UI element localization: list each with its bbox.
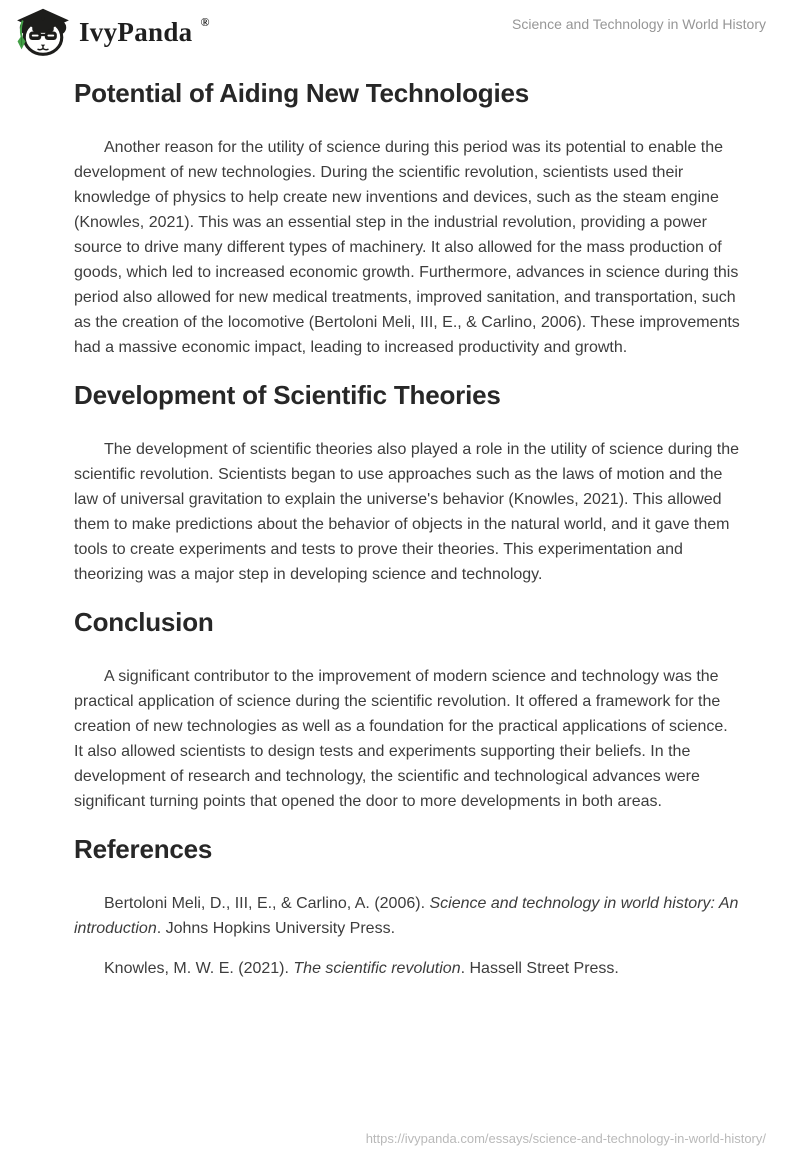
- section-heading-potential: Potential of Aiding New Technologies: [74, 78, 530, 108]
- panda-graduate-icon: [14, 7, 72, 57]
- essay-content: [0, 78, 800, 981]
- page-footer: [366, 1130, 766, 1148]
- reference-publisher: . Johns Hopkins University Press.: [156, 920, 396, 937]
- source-url: https://ivypanda.com/essays/science-and-technology-in-world-history/: [365, 1131, 766, 1146]
- document-title: Science and Technology in World History: [512, 16, 766, 32]
- brand-wordmark: IvyPanda: [79, 16, 193, 47]
- registered-trademark: ®: [200, 14, 210, 29]
- section-heading-theories: Development of Scientific Theories: [74, 380, 501, 410]
- section-heading-conclusion: Conclusion: [74, 607, 214, 637]
- paragraph-conclusion: A significant contributor to the improvement of modern science and technology was the practical application of science during the scientific revolution. It offered a framework for the creation of new technologies as well as a foundation for the practical applications of science. It also allowed scientists to design tests and experiments supporting their beliefs. In the development of research and technology, the scientific and technological advances were significant turning points that opened the door to more developments in both areas.: [74, 668, 728, 810]
- paragraph-theories: The development of scientific theories also played a role in the utility of science during the scientific revolution. Scientists began to use approaches such as the laws of motion and the law of universal gravitation to explain the universe's behavior (Knowles, 2021). This allowed them to make predictions about the behavior of objects in the natural world, and it gave them tools to create experiments and tests to prove their theories. This experimentation and theorizing was a major step in developing science and technology.: [74, 441, 740, 583]
- page-header: [0, 0, 800, 58]
- reference-title: Science and technology in world history: An introduction: [74, 895, 739, 937]
- reference-authors: Knowles, M. W. E. (2021).: [104, 960, 294, 977]
- ivypanda-brand[interactable]: [14, 7, 208, 57]
- reference-publisher: . Hassell Street Press.: [460, 960, 619, 977]
- reference-entry: [74, 956, 740, 981]
- reference-authors: Bertoloni Meli, D., III, E., & Carlino, A. (2006).: [104, 895, 430, 912]
- section-heading-references: References: [74, 834, 213, 864]
- paragraph-potential: Another reason for the utility of science during this period was its potential to enable the development of new technologies. During the scientific revolution, scientists used their knowledge of physics to help create new inventions and devices, such as the steam engine (Knowles, 2021). This was an essential step in the industrial revolution, providing a power source to drive many different types of machinery. It also allowed for the mass production of goods, which led to increased economic growth. Furthermore, advances in science during this period also allowed for new medical treatments, improved sanitation, and transportation, such as the creation of the locomotive (Bertoloni Meli, III, E., & Carlino, 2006). These improvements had a massive economic impact, leading to increased productivity and growth.: [74, 139, 740, 356]
- reference-entry: [74, 891, 740, 941]
- reference-title: The scientific revolution: [293, 960, 461, 977]
